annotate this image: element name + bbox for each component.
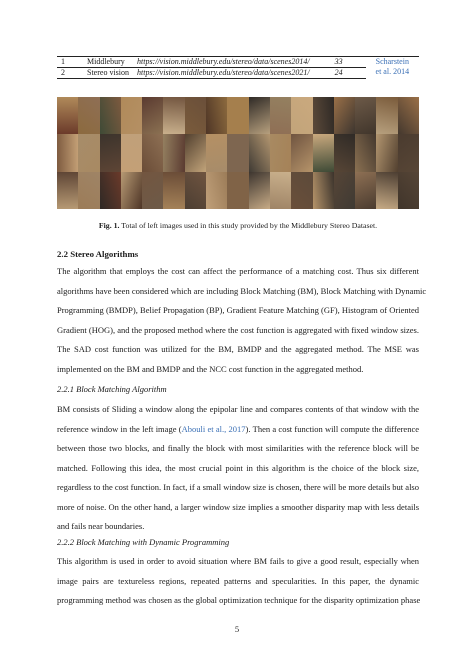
scene-thumbnail [227,134,248,171]
figure-caption [57,221,419,230]
text-line: programming method was chosen as the global optimization technique for the disparity optimization phase [57,595,421,605]
scene-thumbnail [334,97,355,134]
table-row [57,57,419,68]
scene-thumbnail [78,97,99,134]
scene-thumbnail [142,134,163,171]
scene-thumbnail [270,172,291,209]
scene-thumbnail [291,134,312,171]
scene-thumbnail [376,134,397,171]
image-mosaic-figure [57,97,419,209]
scene-thumbnail [270,134,291,171]
scene-thumbnail [249,97,270,134]
dataset-name: Stereo vision [85,68,135,79]
text-line: The SAD cost function was utilized for the BM, BMDP and the aggregated method. The MSE was [57,344,419,354]
text-line: algorithms have been considered which are including Block Matching (BM), Block Matching with Dynamic [57,285,427,296]
scene-thumbnail [376,97,397,134]
text-line: image pairs are textureless regions, repeated patterns and specularities. In this paper, the dynamic [57,575,419,586]
scene-thumbnail [206,97,227,134]
scene-thumbnail [313,172,334,209]
scene-thumbnail [355,97,376,134]
image-count: 33 [312,57,366,68]
scene-thumbnail [57,134,78,171]
text-line: Gradient (HOG), and the proposed method where the cost function is aggregated with fixed window sizes. [57,324,419,335]
scene-thumbnail [121,97,142,134]
page-number: 5 [234,624,240,634]
scene-thumbnail [249,134,270,171]
scene-thumbnail [78,134,99,171]
scene-thumbnail [100,134,121,171]
text-line: implemented on the BM and BMDP and the NCC cost function in the aggregated method. [57,363,364,374]
text-line: and fails near boundaries. [57,521,145,531]
scene-thumbnail [142,172,163,209]
scene-thumbnail [163,172,184,209]
table-row [57,68,419,79]
scene-thumbnail [313,134,334,171]
scene-thumbnail [376,172,397,209]
row-index: 1 [57,57,85,68]
paragraph-bm [57,400,419,537]
reference-cell[interactable] [366,57,419,79]
caption-text: Total of left images used in this study provided by the Middlebury Stereo Dataset. [121,221,378,230]
scene-thumbnail [206,134,227,171]
scene-thumbnail [249,172,270,209]
row-index: 2 [57,68,85,79]
scene-thumbnail [163,134,184,171]
scene-thumbnail [100,172,121,209]
image-count: 24 [312,68,366,79]
citation-link[interactable]: Abouli et al., 2017 [181,423,246,434]
dataset-url[interactable]: https://vision.middlebury.edu/stereo/data/scenes2014/ [137,57,310,66]
scene-thumbnail [398,172,419,209]
scene-thumbnail [270,97,291,134]
dataset-table [57,56,419,79]
caption-label: Fig. 1. [98,221,120,230]
text-line: Programming (BMDP), Belief Propagation (BP), Gradient Feature Matching (GF), Histogram of Oriented [57,305,419,315]
scene-thumbnail [227,172,248,209]
subsection-heading-bmdp: 2.2.2 Block Matching with Dynamic Programming [57,537,230,547]
scene-thumbnail [78,172,99,209]
scene-thumbnail [334,172,355,209]
scene-thumbnail [185,134,206,171]
text-line: BM consists of Sliding a window along the epipolar line and compares contents of that window with the [57,404,419,414]
reference-line2[interactable]: et al. 2014 [375,67,410,76]
text-line-with-citation [57,420,419,440]
text-line: The algorithm that employs the cost can affect the performance of a matching cost. Thus six different [57,266,419,276]
scene-thumbnail [57,97,78,134]
text-line: regardless to the cost function. In fact, if a small window size is chosen, there will be more details but also [57,482,419,492]
scene-thumbnail [398,97,419,134]
scene-thumbnail [163,97,184,134]
scene-thumbnail [100,97,121,134]
subsection-heading-bm: 2.2.1 Block Matching Algorithm [57,384,167,394]
scene-thumbnail [185,97,206,134]
paragraph-bmdp [57,552,419,611]
scene-thumbnail [291,97,312,134]
text-fragment: reference window in the left image ( [57,423,182,434]
text-line: more of noise. On the other hand, a larger window size implies a smoother disparity map with less details [57,501,419,512]
text-line: between those two blocks, and finally the block with most similarities with the reference block will be [57,443,419,453]
reference-line1[interactable]: Scharstein [375,57,409,66]
scene-thumbnail [121,172,142,209]
text-fragment: ). Then a cost function will compute the difference [245,423,419,434]
scene-thumbnail [334,134,355,171]
dataset-url[interactable]: https://vision.middlebury.edu/stereo/data/scenes2021/ [137,68,310,77]
scene-thumbnail [291,172,312,209]
scene-thumbnail [142,97,163,134]
text-line: This algorithm is used in order to avoid situation where BM fails to give a good result, especially when [57,556,419,566]
scene-thumbnail [185,172,206,209]
section-heading: 2.2 Stereo Algorithms [57,249,139,259]
scene-thumbnail [355,134,376,171]
scene-thumbnail [227,97,248,134]
scene-thumbnail [313,97,334,134]
scene-thumbnail [206,172,227,209]
paragraph-intro [57,262,427,379]
scene-thumbnail [398,134,419,171]
scene-thumbnail [355,172,376,209]
scene-thumbnail [121,134,142,171]
dataset-name: Middlebury [85,57,135,68]
scene-thumbnail [57,172,78,209]
text-line: matched. Following this idea, the most crucial point in this algorithm is the choice of the block size, [57,462,419,473]
